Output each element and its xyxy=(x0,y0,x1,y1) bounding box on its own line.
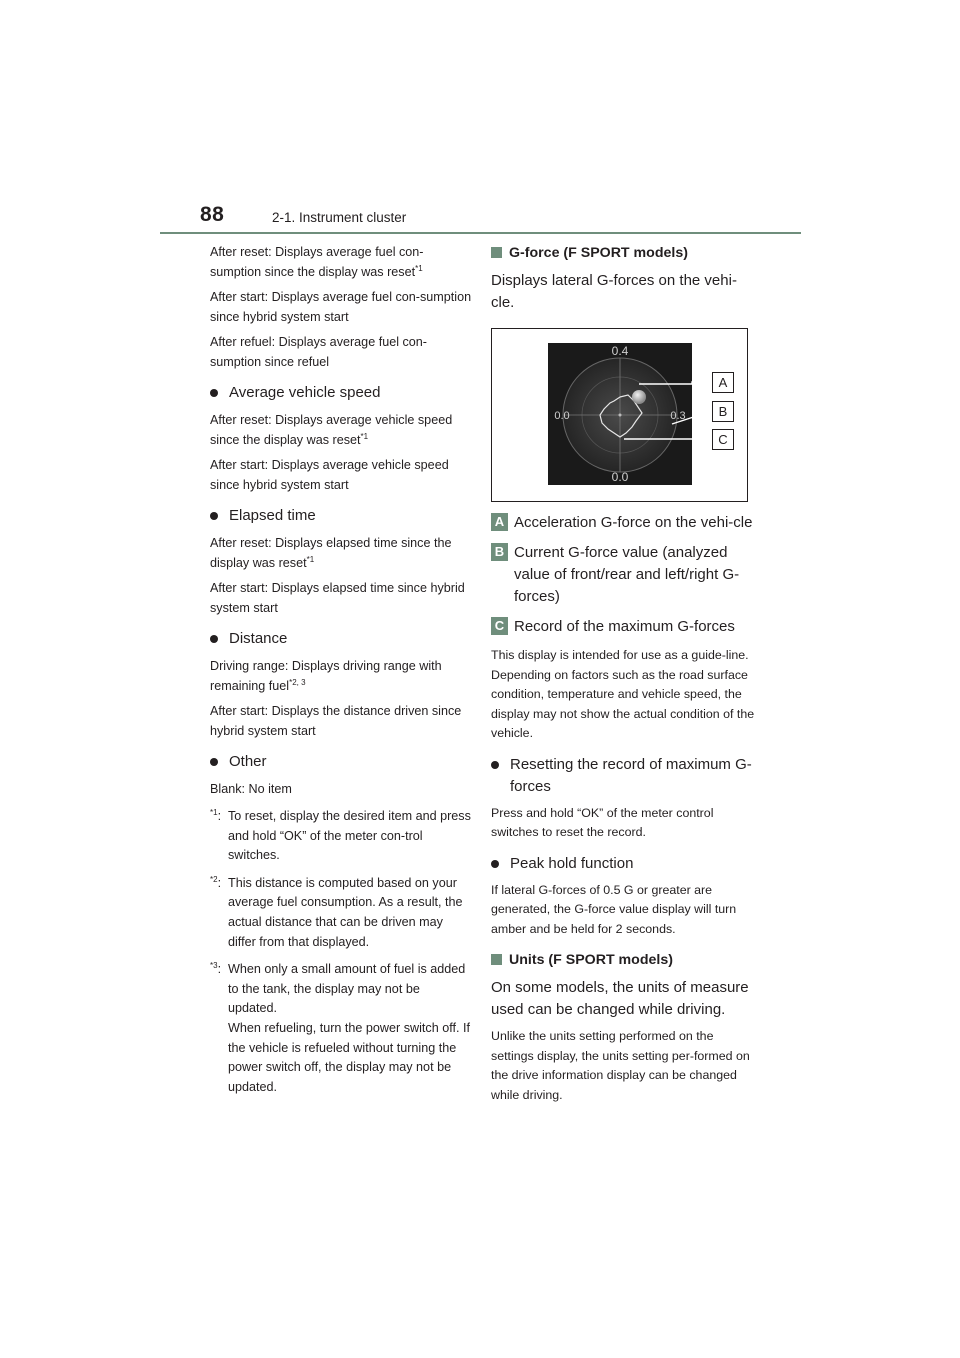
para-g-force-intro: Displays lateral G-forces on the vehi-cle. xyxy=(491,272,737,311)
bullet-elapsed-time: Elapsed time xyxy=(210,505,472,527)
left-value-label: 0.0 xyxy=(554,410,570,422)
legend-label-b: B xyxy=(491,543,508,561)
callout-b: B xyxy=(712,401,734,422)
footnote-1: $^{*1}$: To reset, display the desired item and press and hold “OK” of the meter con-trol switches. xyxy=(210,808,471,863)
legend-label-a: A xyxy=(491,513,508,531)
para-time-after-start: After start: Displays elapsed time since hybrid system start xyxy=(210,581,465,615)
page-number: 88 xyxy=(200,203,225,226)
para-speed-after-start: After start: Displays average vehicle speed since hybrid system start xyxy=(210,458,449,492)
para-driving-range: Driving range: Displays driving range with remaining fuel$^{*2, 3}$ xyxy=(210,659,442,693)
g-force-figure xyxy=(491,328,748,502)
note-guideline: This display is intended for use as a guide-line. Depending on factors such as the road surface condition, temperature and vehicle speed, the display may not show the actual condition of the vehicle. xyxy=(491,648,755,740)
para-blank: Blank: No item xyxy=(210,782,292,796)
left-column xyxy=(210,242,472,1103)
heading-g-force: G-force (F SPORT models) xyxy=(491,242,757,264)
bullet-distance: Distance xyxy=(210,628,472,650)
footnote-ref: *1 xyxy=(360,432,369,441)
para-fuel-after-reset: After reset: Displays average fuel con-sumption since the display was reset$^{*1}$ xyxy=(210,245,424,279)
note-units: Unlike the units setting performed on the settings display, the units setting per-formed on the drive information display can be changed while driving. xyxy=(491,1029,750,1102)
callout-c: C xyxy=(712,429,734,450)
bottom-value-label: 0.0 xyxy=(611,470,629,484)
footnote-ref: *1 xyxy=(415,264,423,273)
legend-item-a: A Acceleration G-force on the vehi-cle xyxy=(491,512,757,534)
para-fuel-after-start: After start: Displays average fuel con-sumption since hybrid system start xyxy=(210,290,472,324)
footnote-2: $^{*2}$: This distance is computed based on your average fuel consumption. As a result, the actual distance that can be driven may differ from that displayed. xyxy=(210,874,463,949)
para-fuel-after-refuel: After refuel: Displays average fuel con-sumption since refuel xyxy=(210,335,427,369)
para-distance-after-start: After start: Displays the distance driven since hybrid system start xyxy=(210,704,462,738)
right-value-label: 0.3 xyxy=(670,410,686,422)
callout-leader-lines xyxy=(492,329,747,501)
legend-label-c: C xyxy=(491,617,508,635)
note-reset-record: Press and hold “OK” of the meter control switches to reset the record. xyxy=(491,805,714,839)
footnote-3: $^{*3}$: When only a small amount of fuel is added to the tank, the display may not be updated. When refueling, turn the power switch off. If the vehicle is refueled without turning the power switch off, the display may not be updated. xyxy=(210,961,470,1094)
callout-a: A xyxy=(712,372,734,393)
note-peak-hold: If lateral G-forces of 0.5 G or greater are generated, the G-force value display will turn amber and be held for 2 seconds. xyxy=(491,882,737,936)
bullet-other: Other xyxy=(210,751,472,773)
para-speed-after-reset: After reset: Displays average vehicle speed since the display was reset$^{*1}$ xyxy=(210,413,453,447)
legend-item-c: C Record of the maximum G-forces xyxy=(491,616,757,638)
para-time-after-reset: After reset: Displays elapsed time since the display was reset$^{*1}$ xyxy=(210,536,452,570)
bullet-peak-hold: Peak hold function xyxy=(491,853,757,875)
legend-item-b: B Current G-force value (analyzed value of front/rear and left/right G-forces) xyxy=(491,542,757,608)
footnote-ref: *2, 3 xyxy=(289,678,306,687)
header-rule xyxy=(160,232,801,234)
bullet-average-vehicle-speed: Average vehicle speed xyxy=(210,382,472,404)
right-column xyxy=(491,242,757,1111)
section-title: 2-1. Instrument cluster xyxy=(272,210,407,225)
heading-units: Units (F SPORT models) xyxy=(491,949,757,971)
bullet-resetting-record: Resetting the record of maximum G-forces xyxy=(491,754,757,798)
top-value-label: 0.4 xyxy=(611,344,629,358)
para-units-intro: On some models, the units of measure used can be changed while driving. xyxy=(491,979,749,1018)
footnote-ref: *1 xyxy=(306,555,315,564)
